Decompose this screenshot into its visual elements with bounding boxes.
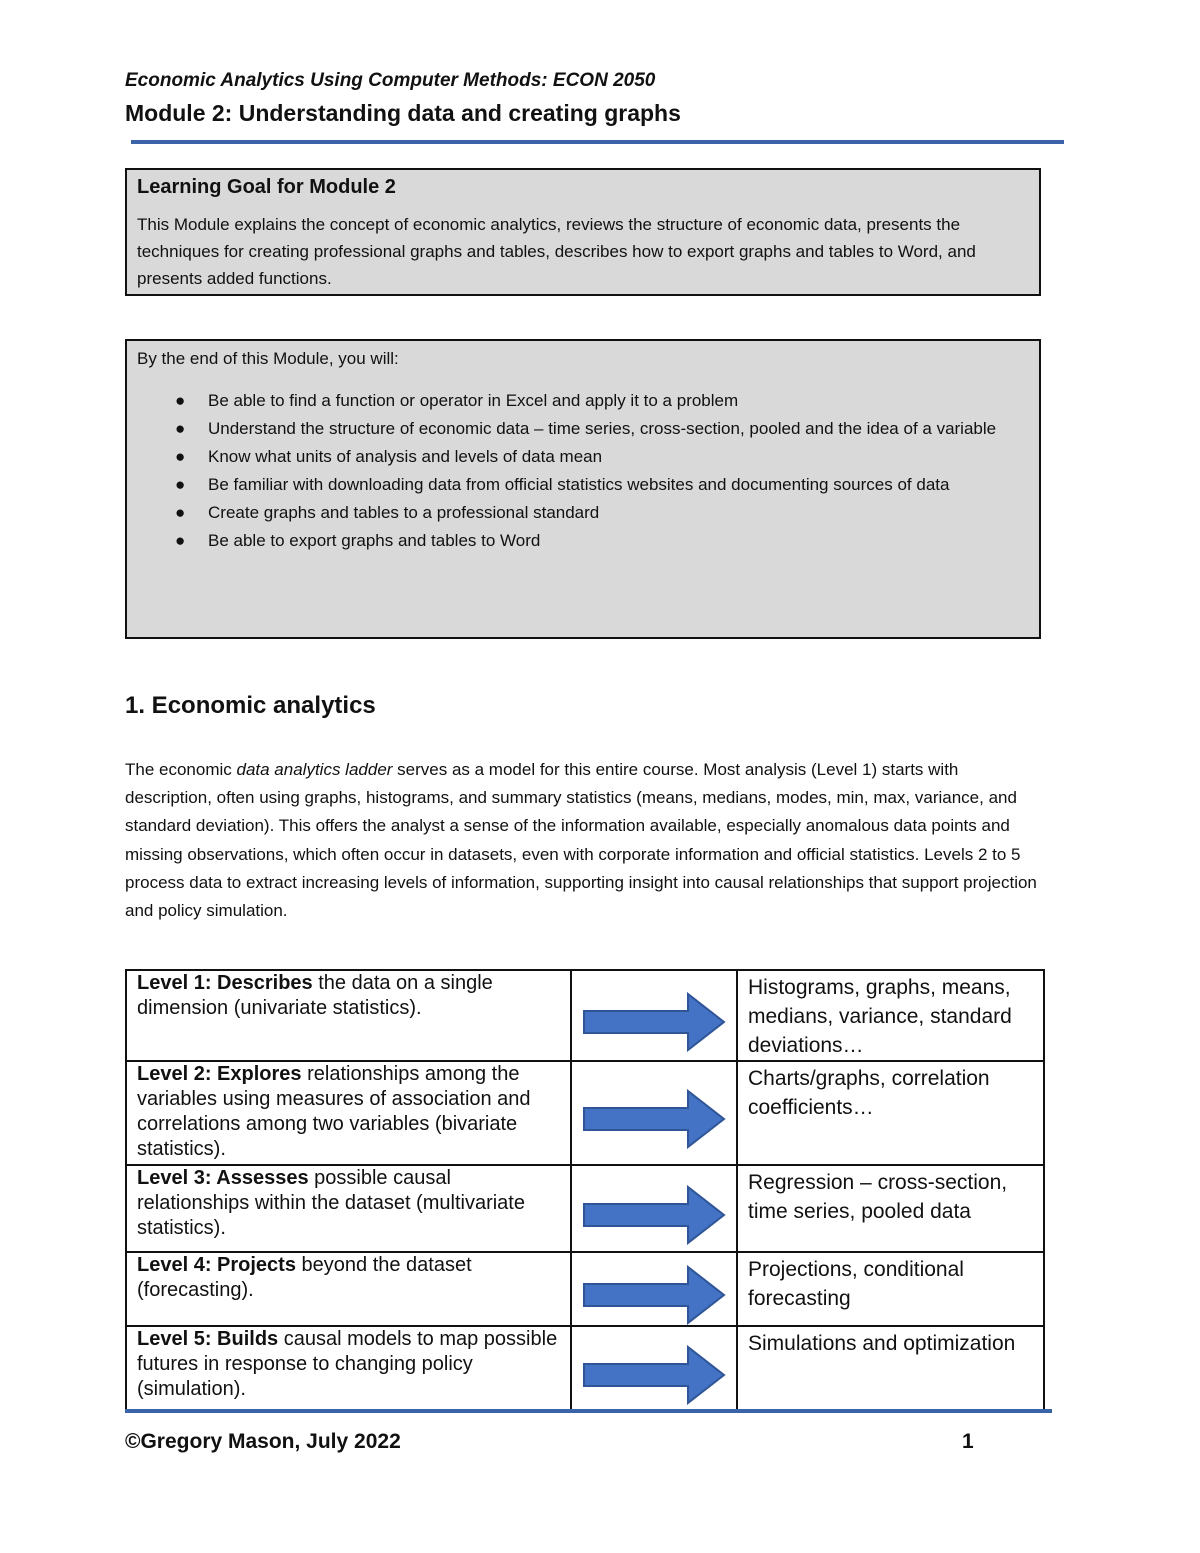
list-item	[137, 416, 1029, 442]
level-desc: relationships among the variables using measures of association and correlations among two variables (bivariate statistics).	[137, 1063, 531, 1160]
level-description	[126, 1326, 571, 1411]
level-result: Regression – cross-section, time series, pooled data	[737, 1165, 1044, 1252]
level-description	[126, 1061, 571, 1165]
para-text-start: The economic	[125, 760, 237, 779]
arrow-cell	[571, 970, 737, 1061]
outcome-text: Be able to export graphs and tables to Word	[208, 531, 541, 550]
outcome-text: Be familiar with downloading data from official statistics websites and documenting sources of data	[208, 475, 950, 494]
level-label: Level 5: Builds	[137, 1328, 279, 1350]
right-arrow-icon	[582, 1265, 726, 1325]
bullet-icon: ●	[175, 531, 186, 550]
right-arrow-icon	[582, 1185, 726, 1245]
list-item	[137, 444, 1029, 470]
level-desc: the data on a single dimension (univariate statistics).	[137, 972, 493, 1019]
arrow-cell	[571, 1165, 737, 1252]
list-item	[137, 528, 1029, 554]
header-divider	[131, 140, 1064, 144]
right-arrow-icon	[582, 1089, 726, 1149]
level-label: Level 1: Describes	[137, 972, 313, 994]
table-row	[126, 1326, 1044, 1411]
outcome-text: Create graphs and tables to a professional standard	[208, 503, 600, 522]
arrow-cell	[571, 1252, 737, 1326]
level-result: Simulations and optimization	[737, 1326, 1044, 1411]
learning-goal-text: This Module explains the concept of economic analytics, reviews the structure of economic data, presents the techniques for creating professional graphs and tables, describes how to export graphs and tables to Word, and presents added functions.	[137, 215, 976, 288]
page-number: 1	[962, 1430, 974, 1453]
level-description	[126, 1165, 571, 1252]
level-desc: possible causal relationships within the dataset (multivariate statistics).	[137, 1167, 525, 1239]
learning-outcomes-box	[125, 339, 1041, 639]
level-label: Level 3: Assesses	[137, 1167, 309, 1189]
course-title: Economic Analytics Using Computer Methods: ECON 2050	[125, 70, 656, 91]
table-row	[126, 1165, 1044, 1252]
right-arrow-icon	[582, 1345, 726, 1405]
analytics-ladder-table	[125, 969, 1045, 1412]
level-result: Histograms, graphs, means, medians, variance, standard deviations…	[737, 970, 1044, 1061]
learning-goal-title: Learning Goal for Module 2	[137, 176, 396, 198]
bullet-icon: ●	[175, 447, 186, 466]
table-row	[126, 1061, 1044, 1165]
outcome-text: Know what units of analysis and levels of data mean	[208, 447, 603, 466]
level-description	[126, 970, 571, 1061]
outcome-text: Be able to find a function or operator in Excel and apply it to a problem	[208, 391, 739, 410]
bullet-icon: ●	[175, 503, 186, 522]
para-text-end: serves as a model for this entire course. Most analysis (Level 1) starts with description, often using graphs, histograms, and summary statistics (means, medians, modes, min, max, variance, and standard deviation). This offers the analyst a sense of the information available, especially anomalous data points and missing observations, which often occur in datasets, even with corporate information and official statistics. Levels 2 to 5 process data to extract increasing levels of information, supporting insight into causal relationships that support projection and policy simulation.	[125, 760, 1037, 921]
intro-paragraph	[125, 756, 1050, 925]
table-row	[126, 1252, 1044, 1326]
outcome-text: Understand the structure of economic data – time series, cross-section, pooled and the idea of a variable	[208, 419, 997, 438]
level-label: Level 2: Explores	[137, 1063, 302, 1085]
list-item	[137, 472, 1029, 498]
level-label: Level 4: Projects	[137, 1254, 296, 1276]
bullet-icon: ●	[175, 419, 186, 438]
level-desc: causal models to map possible futures in response to changing policy (simulation).	[137, 1328, 558, 1400]
arrow-cell	[571, 1326, 737, 1411]
level-result: Projections, conditional forecasting	[737, 1252, 1044, 1326]
arrow-cell	[571, 1061, 737, 1165]
bullet-icon: ●	[175, 475, 186, 494]
list-item	[137, 500, 1029, 526]
outcomes-intro: By the end of this Module, you will:	[137, 349, 399, 368]
learning-goal-box	[125, 168, 1041, 296]
para-italic-term: data analytics ladder	[236, 760, 393, 779]
footer-author: ©Gregory Mason, July 2022	[125, 1430, 401, 1453]
level-desc: beyond the dataset (forecasting).	[137, 1254, 472, 1301]
right-arrow-icon	[582, 992, 726, 1052]
module-title: Module 2: Understanding data and creating graphs	[125, 100, 681, 126]
outcomes-list	[137, 388, 1029, 554]
level-result: Charts/graphs, correlation coefficients…	[737, 1061, 1044, 1165]
section-heading: 1. Economic analytics	[125, 692, 376, 719]
footer-divider	[125, 1409, 1052, 1413]
level-description	[126, 1252, 571, 1326]
table-row	[126, 970, 1044, 1061]
bullet-icon: ●	[175, 391, 186, 410]
list-item	[137, 388, 1029, 414]
